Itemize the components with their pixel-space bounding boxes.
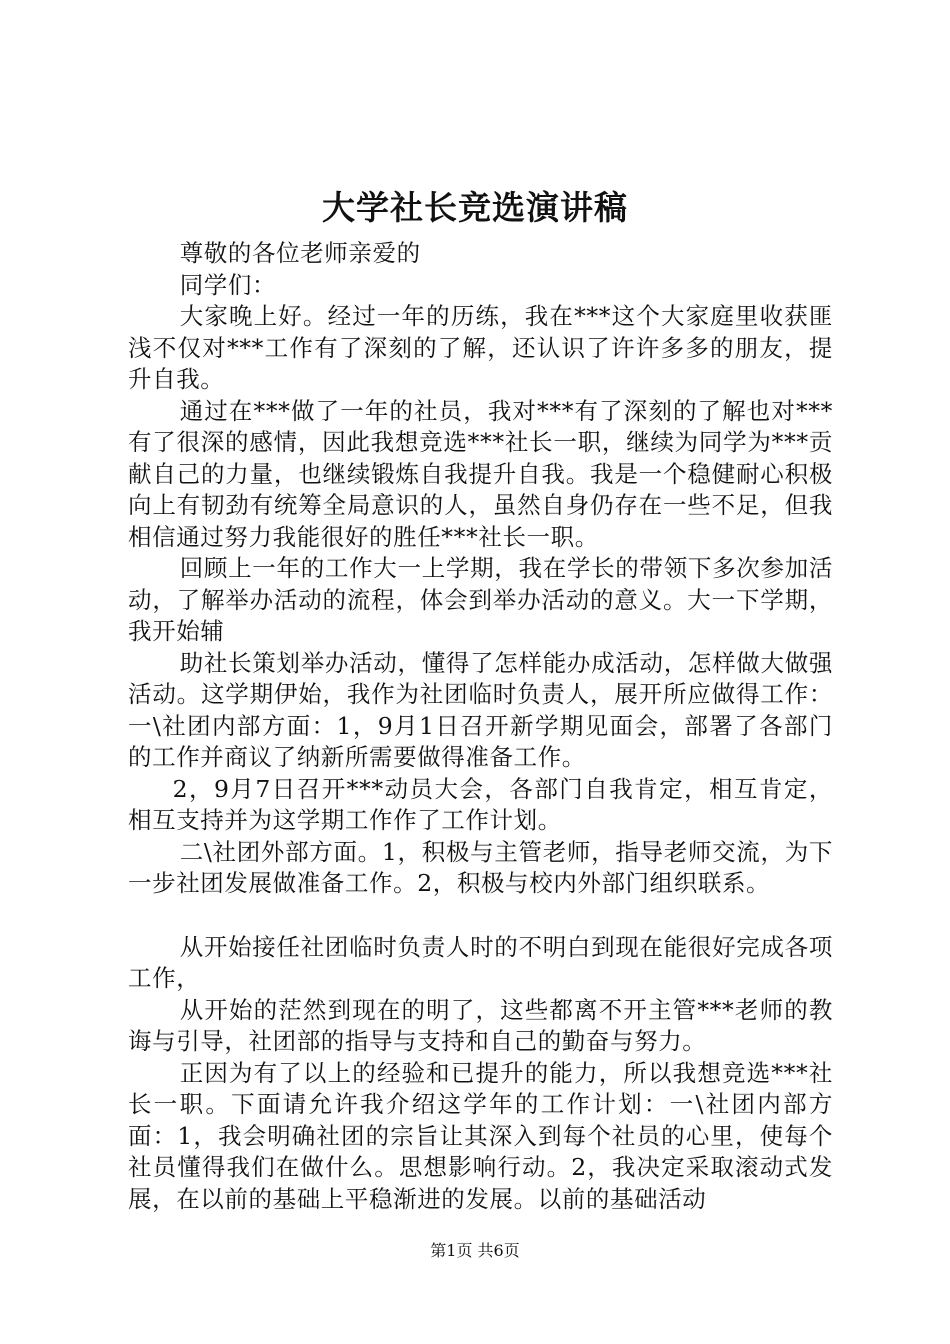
paragraph-greeting: 大家晚上好。经过一年的历练，我在***这个大家庭里收获匪浅不仅对***工作有了深刻的了解，还认识了许许多多的朋友，提升自我。: [128, 302, 833, 393]
paragraph-external: 二\社团外部方面。1，积极与主管老师，指导老师交流，为下一步社团发展做准备工作。2，积极与校内外部门组织联系。: [128, 837, 833, 897]
document-title: 大学社长竞选演讲稿: [322, 188, 628, 227]
paragraph-plan: 正因为有了以上的经验和已提升的能力，所以我想竞选***社长一职。下面请允许我介绍这学年的工作计划：一\社团内部方面：1，我会明确社团的宗旨让其深入到每个社员的心里，使每个社员懂得我们在做什么。思想影响行动。2，我决定采取滚动式发展，在以前的基础上平稳渐进的发展。以前的基础活动: [128, 1058, 833, 1213]
page-number-footer: 第1页 共6页: [430, 1241, 520, 1260]
paragraph-meeting: 2，9月7日召开***动员大会，各部门自我肯定，相互肯定，相互支持并为这学期工作作了工作计划。: [128, 774, 833, 834]
paragraph-assist: 助社长策划举办活动，懂得了怎样能办成活动，怎样做大做强活动。这学期伊始，我作为社团临时负责人，展开所应做得工作：一\社团内部方面：1，9月1日召开新学期见面会，部署了各部门的工作并商议了纳新所需要做得准备工作。: [128, 648, 833, 771]
paragraph-intro: 通过在***做了一年的社员，我对***有了深刻的了解也对***有了很深的感情，因此我想竞选***社长一职，继续为同学为***贡献自己的力量，也继续锻炼自我提升自我。我是一个稳健耐心积极向上有韧劲有统筹全局意识的人，虽然自身仍存在一些不足，但我相信通过努力我能很好的胜任***社长一职。: [128, 396, 833, 551]
paragraph-gratitude: 从开始的茫然到现在的明了，这些都离不开主管***老师的教诲与引导，社团部的指导与支持和自己的勤奋与努力。: [128, 995, 833, 1055]
document-body: [128, 238, 833, 1215]
paragraph-salutation-1: 尊敬的各位老师亲爱的: [179, 239, 421, 267]
paragraph-review: 回顾上一年的工作大一上学期，我在学长的带领下多次参加活动，了解举办活动的流程，体会到举办活动的意义。大一下学期，我开始辅: [128, 554, 833, 645]
paragraph-salutation-2: 同学们：: [179, 270, 277, 299]
paragraph-growth: 从开始接任社团临时负责人时的不明白到现在能很好完成各项工作，: [128, 932, 833, 992]
